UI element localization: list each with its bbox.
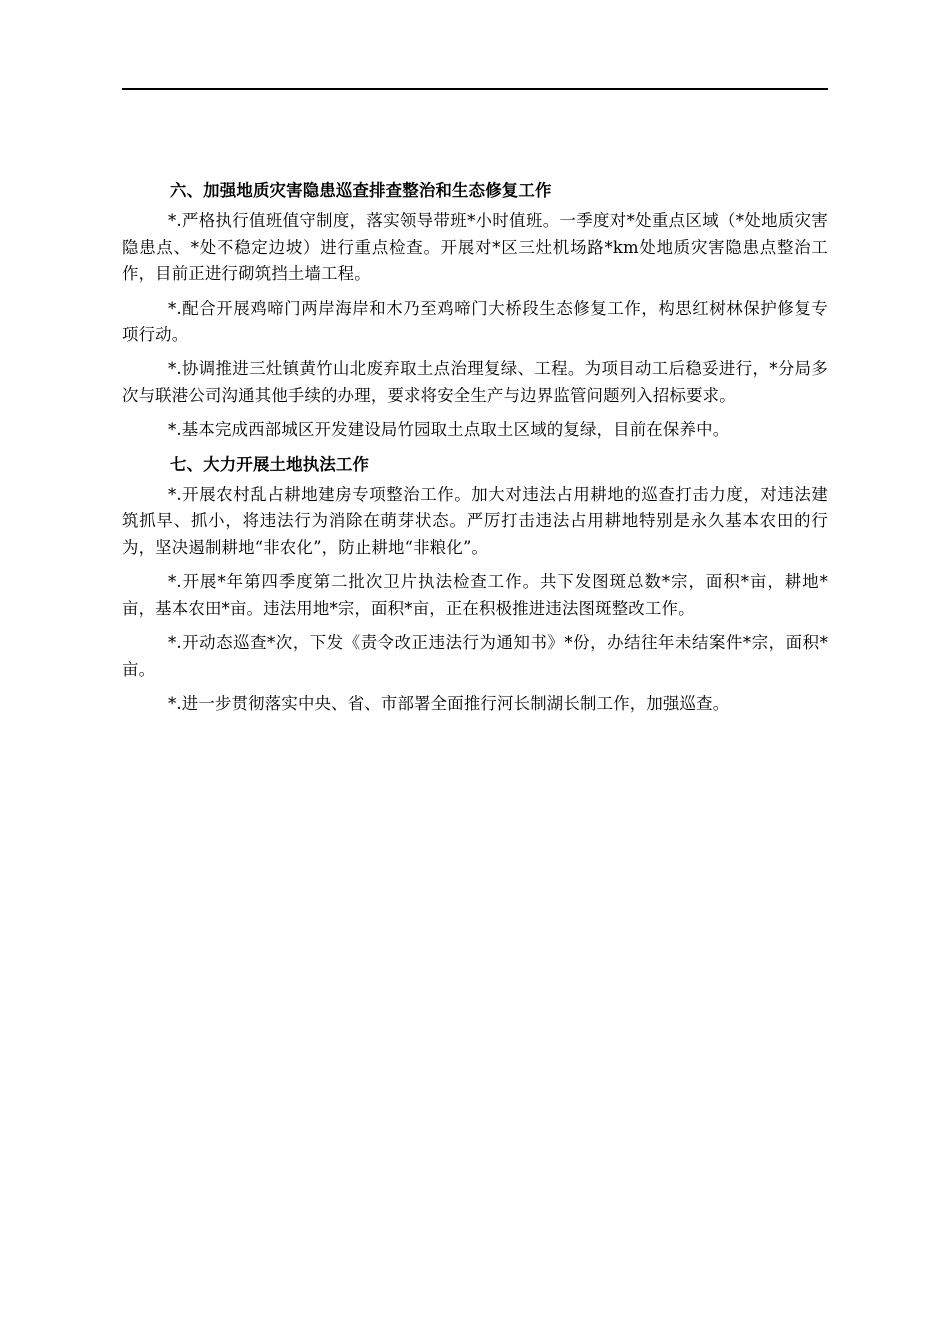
paragraph: *.开展*年第四季度第二批次卫片执法检查工作。共下发图斑总数*宗，面积*亩，耕地*亩，基本农田*亩。违法用地*宗，面积*亩，正在积极推进违法图斑整改工作。 bbox=[122, 572, 828, 618]
header-rule bbox=[122, 88, 828, 90]
section-heading: 七、大力开展土地执法工作 bbox=[170, 454, 370, 474]
paragraph: *.严格执行值班值守制度，落实领导带班*小时值班。一季度对*处重点区域（*处地质灾害隐患点、*处不稳定边坡）进行重点检查。开展对*区三灶机场路*km处地质灾害隐患点整治工作，目前正进行砌筑挡土墙工程。 bbox=[122, 211, 828, 284]
section-6 bbox=[122, 178, 828, 444]
section-7 bbox=[122, 452, 828, 718]
section-heading: 六、加强地质灾害隐患巡查排查整治和生态修复工作 bbox=[170, 181, 552, 200]
paragraph: *.配合开展鸡啼门两岸海岸和木乃至鸡啼门大桥段生态修复工作，构思红树林保护修复专项行动。 bbox=[122, 298, 828, 345]
paragraph: *.基本完成西部城区开发建设局竹园取土点取土区域的复绿，目前在保养中。 bbox=[168, 420, 730, 440]
paragraph: *.开展农村乱占耕地建房专项整治工作。加大对违法占用耕地的巡查打击力度，对违法建筑抓早、抓小，将违法行为消除在萌芽状态。严厉打击违法占用耕地特别是永久基本农田的行为，坚决遏制耕地“非农化”，防止耕地“非粮化”。 bbox=[122, 485, 828, 557]
paragraph: *.开动态巡查*次，下发《责令改正违法行为通知书》*份，办结往年未结案件*宗，面积*亩。 bbox=[122, 633, 828, 679]
paragraph: *.进一步贯彻落实中央、省、市部署全面推行河长制湖长制工作，加强巡查。 bbox=[168, 693, 730, 713]
document-body bbox=[122, 178, 828, 725]
paragraph: *.协调推进三灶镇黄竹山北废弃取土点治理复绿、工程。为项目动工后稳妥进行，*分局多次与联港公司沟通其他手续的办理，要求将安全生产与边界监管问题列入招标要求。 bbox=[122, 359, 828, 405]
